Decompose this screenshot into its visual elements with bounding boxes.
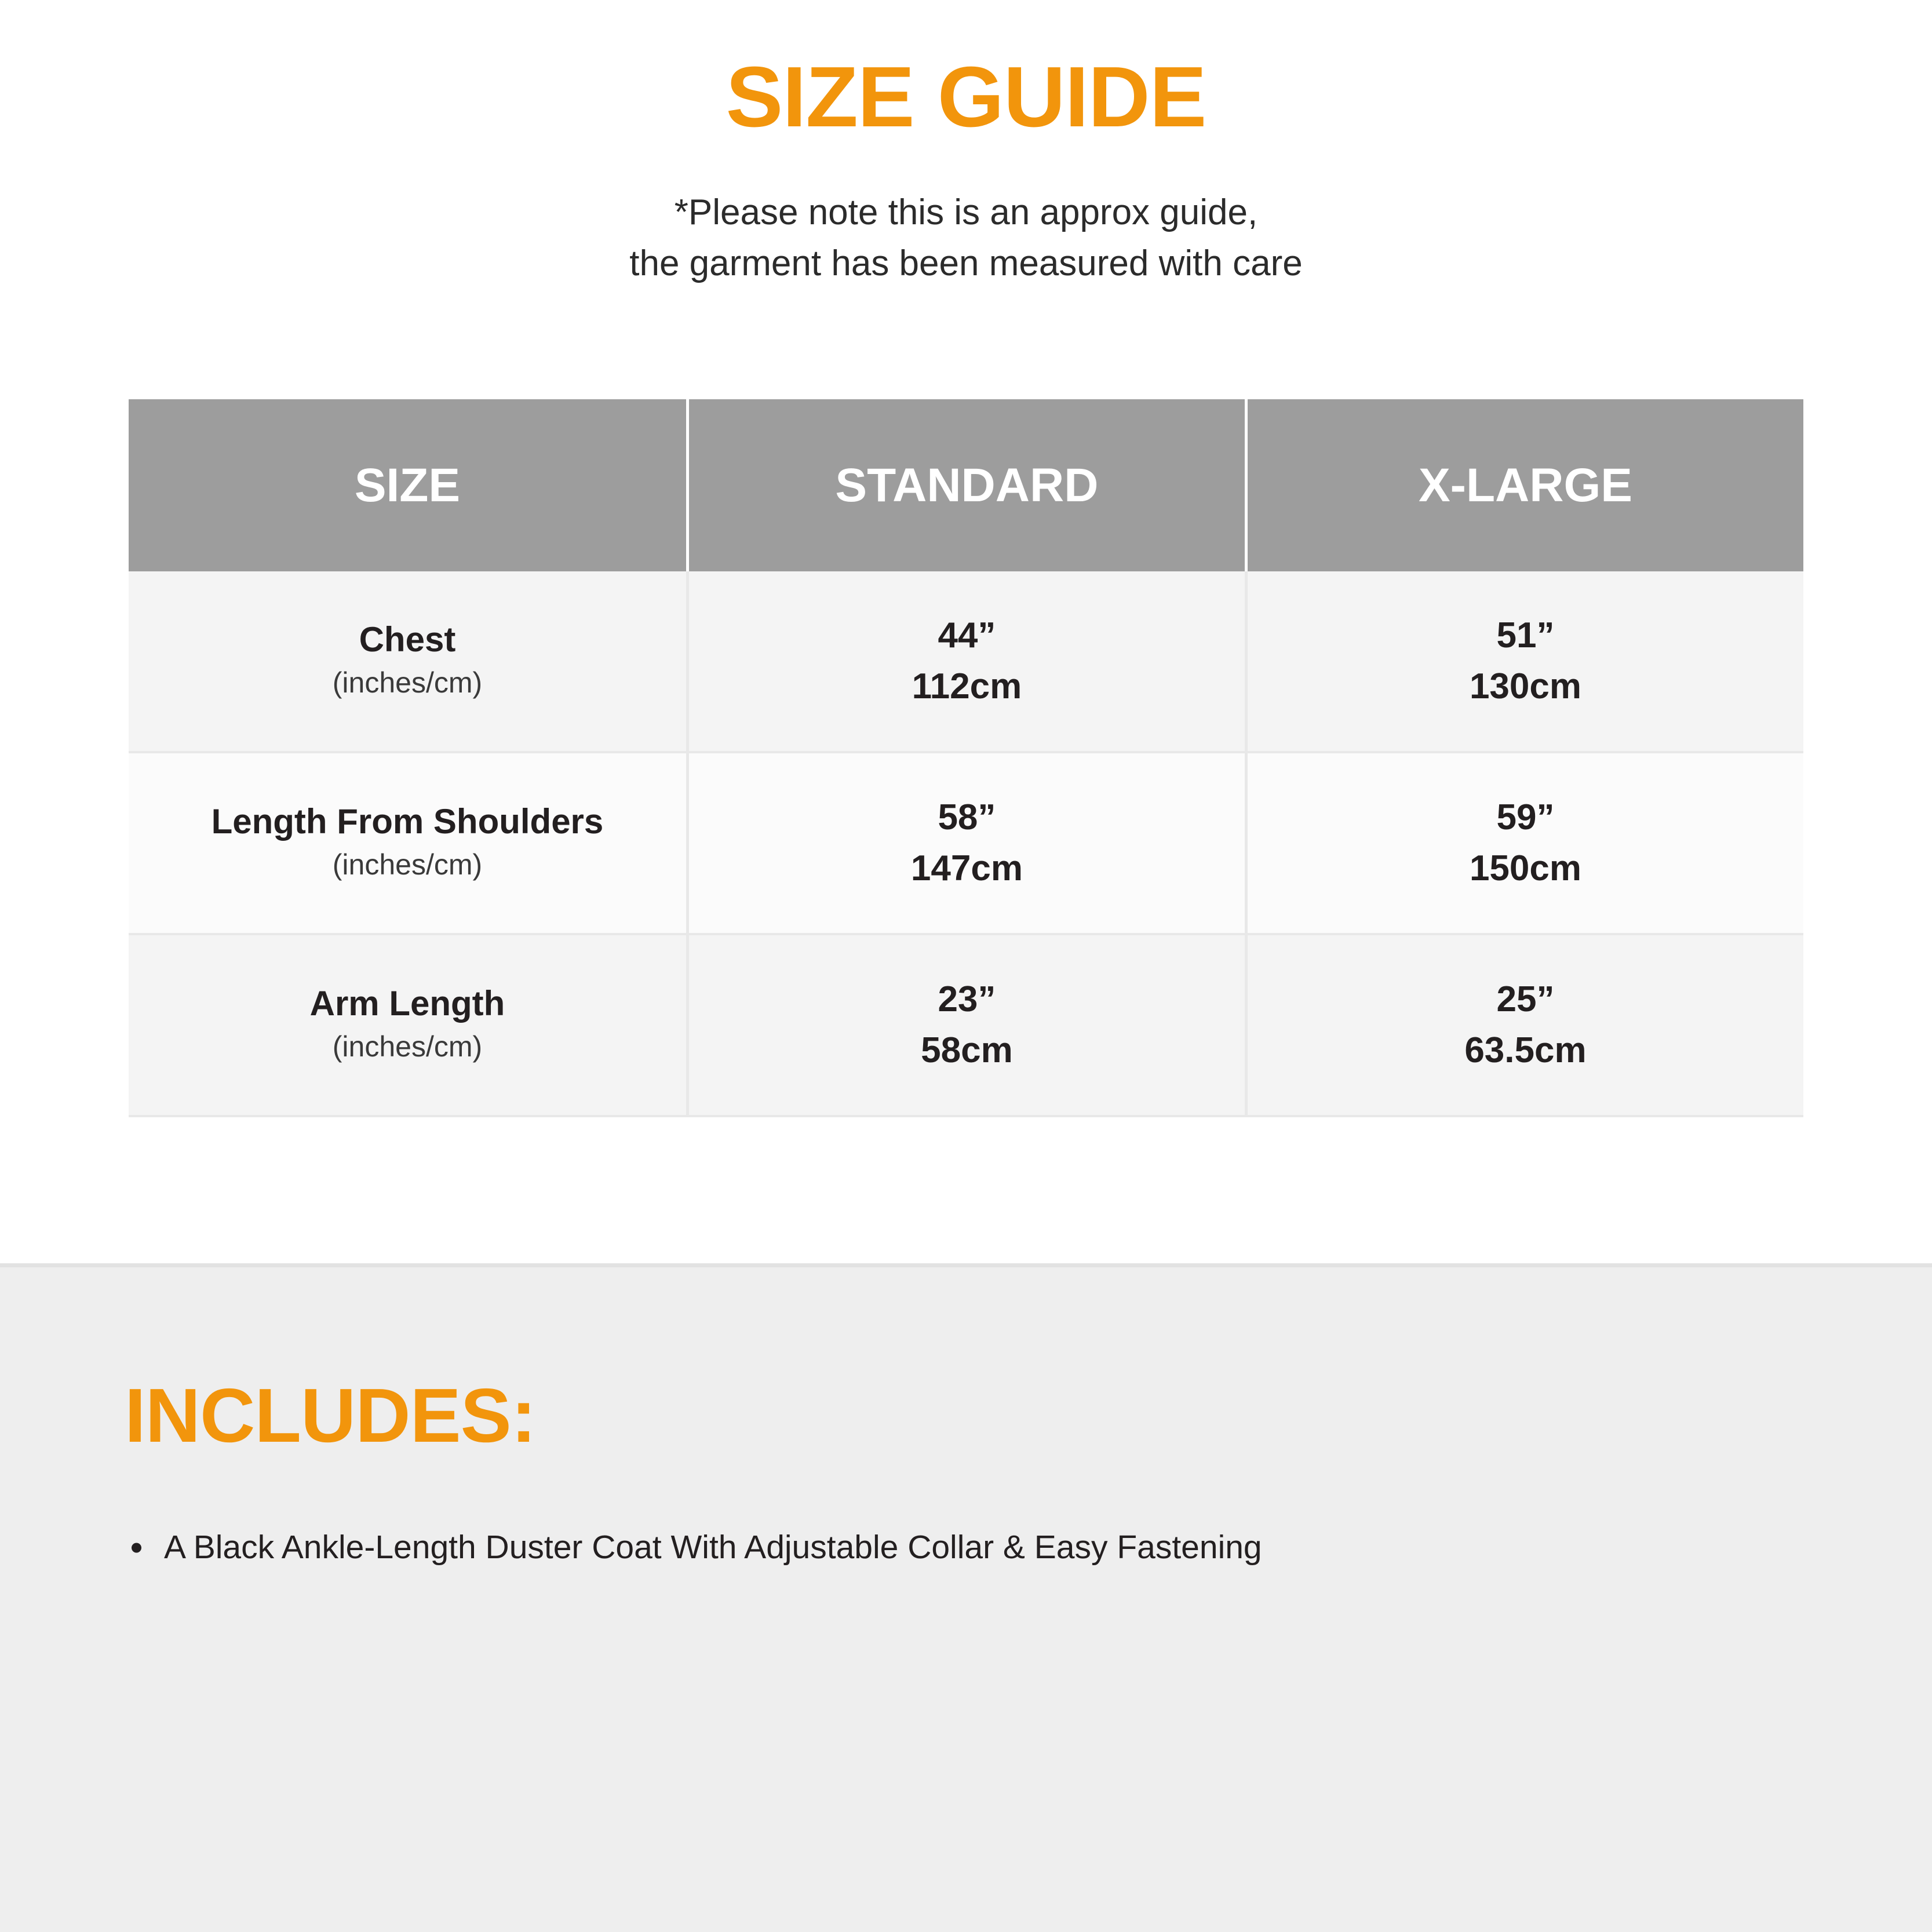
value-cm: 147cm: [910, 848, 1023, 888]
row-label-cell-length-from-shoulders: [129, 752, 687, 934]
page-title: SIZE GUIDE: [726, 49, 1206, 145]
includes-panel: [0, 1263, 1932, 1932]
row-units: (inches/cm): [332, 848, 483, 881]
header: [0, 0, 1932, 289]
cell-chest-standard: [687, 571, 1246, 752]
value-cm: 63.5cm: [1464, 1030, 1587, 1070]
size-table: [129, 399, 1803, 1117]
table-header-row: [129, 399, 1803, 571]
includes-list: [125, 1525, 1932, 1571]
row-units: (inches/cm): [332, 1030, 483, 1063]
column-header-size: SIZE: [129, 399, 687, 571]
table-row: [129, 571, 1803, 752]
column-header-xlarge: X-LARGE: [1246, 399, 1803, 571]
cell-arm-xlarge: [1246, 934, 1803, 1116]
value-inches: 58”: [938, 797, 996, 837]
cell-arm-standard: [687, 934, 1246, 1116]
row-units: (inches/cm): [332, 666, 483, 699]
row-label: Chest: [359, 620, 456, 659]
note-line-2: the garment has been measured with care: [629, 243, 1303, 284]
table-row: [129, 934, 1803, 1116]
table-body: [129, 571, 1803, 1116]
value-inches: 59”: [1496, 797, 1555, 837]
value-cm: 130cm: [1469, 666, 1581, 706]
includes-title: INCLUDES:: [125, 1373, 536, 1458]
value-cm: 112cm: [912, 666, 1022, 706]
bullet-icon: [132, 1543, 141, 1552]
value-cm: 150cm: [1469, 848, 1581, 888]
table-row: [129, 752, 1803, 934]
row-label: Length From Shoulders: [211, 802, 604, 841]
value-inches: 25”: [1496, 979, 1555, 1019]
value-inches: 51”: [1496, 615, 1555, 655]
table-head: [129, 399, 1803, 571]
row-label-cell-arm-length: [129, 934, 687, 1116]
value-cm: 58cm: [921, 1030, 1013, 1070]
value-inches: 44”: [938, 615, 996, 655]
cell-length-xlarge: [1246, 752, 1803, 934]
note-line-1: *Please note this is an approx guide,: [674, 192, 1258, 233]
row-label-cell-chest: [129, 571, 687, 752]
size-table-wrapper: [129, 399, 1803, 1117]
row-label: Arm Length: [309, 984, 505, 1023]
value-inches: 23”: [938, 979, 996, 1019]
list-item: [125, 1525, 1932, 1571]
approx-guide-note: [0, 187, 1932, 289]
list-item-label: A Black Ankle-Length Duster Coat With Adjustable Collar & Easy Fastening: [164, 1529, 1262, 1566]
cell-chest-xlarge: [1246, 571, 1803, 752]
cell-length-standard: [687, 752, 1246, 934]
column-header-standard: STANDARD: [687, 399, 1246, 571]
